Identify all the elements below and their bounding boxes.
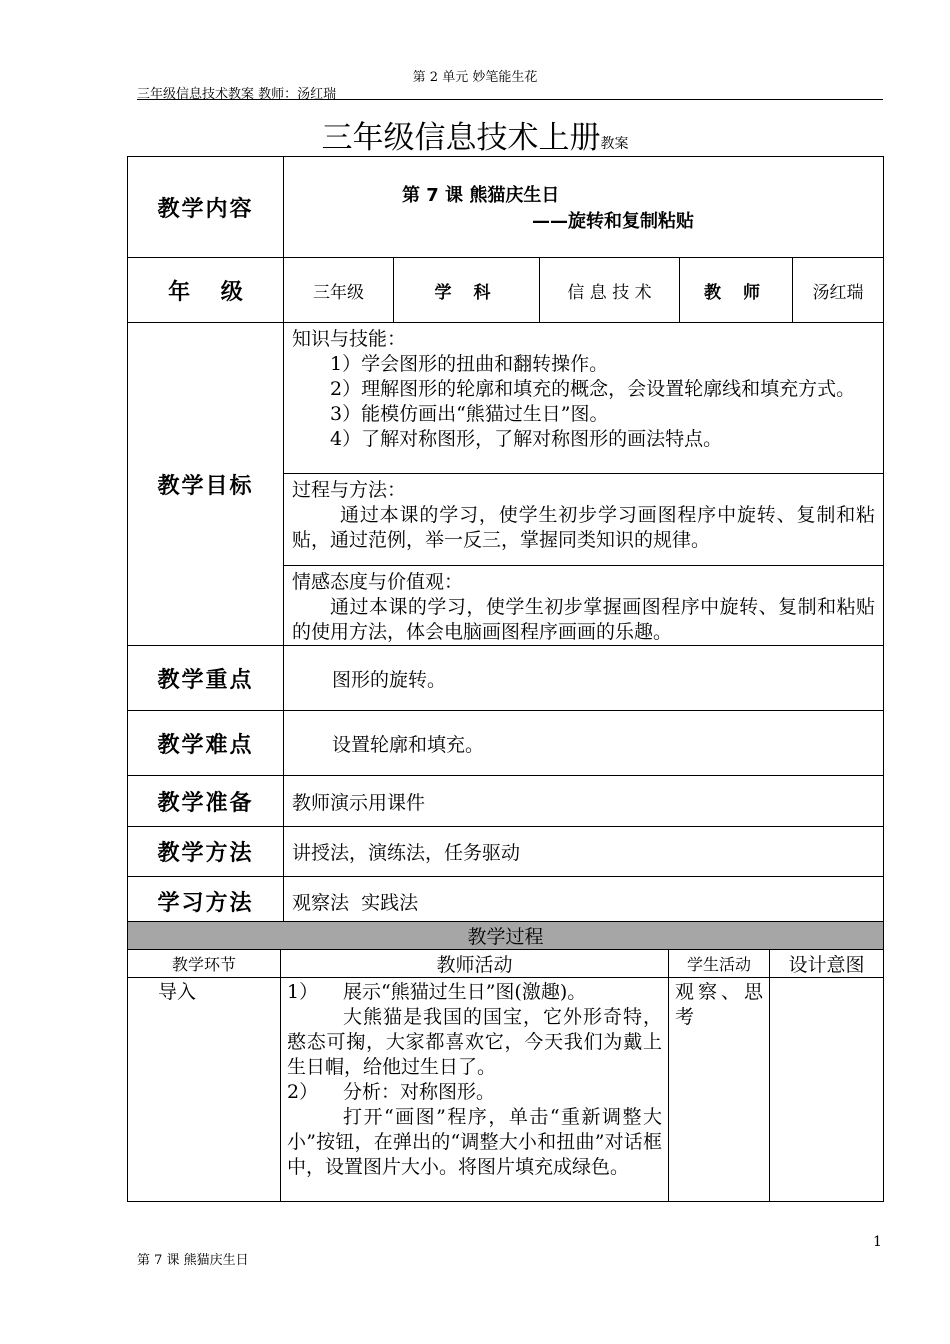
learning-label: 学习方法 (128, 877, 284, 927)
subject-value: 信 息 技 术 (540, 258, 680, 323)
teacher-step (287, 1080, 662, 1105)
knowledge-item: 3）能模仿画出“熊猫过生日”图。 (330, 403, 609, 425)
key-point-label: 教学重点 (128, 646, 284, 711)
footer-lesson: 第 7 课 熊猫庆生日 (137, 1253, 249, 1268)
design-intent-cell (770, 978, 884, 1202)
difficulty-value: 设置轮廓和填充。 (284, 711, 884, 776)
content-label: 教学内容 (128, 157, 284, 258)
lesson-title-line2: ——旋转和复制粘贴 (532, 211, 694, 232)
knowledge-item: 2）理解图形的轮廓和填充的概念，会设置轮廓线和填充方式。 (330, 378, 856, 400)
preparation-label: 教学准备 (128, 776, 284, 827)
emotion-heading: 情感态度与价值观： (292, 571, 464, 593)
process-table-title: 教学过程 (128, 922, 884, 950)
preparation-value: 教师演示用课件 (284, 776, 884, 827)
emotion-objectives (284, 566, 884, 646)
header-teacher-info: 三年级信息技术教案 教师：汤红瑞 (137, 87, 337, 102)
teacher-value: 汤红瑞 (793, 258, 884, 323)
teacher-paragraph: 大熊猫是我国的国宝，它外形奇特，憨态可掬，大家都喜欢它，今天我们为戴上生日帽，给他过生日了。 (287, 1006, 662, 1078)
step-text: 展示“熊猫过生日”图(激趣)。 (343, 981, 587, 1003)
knowledge-item: 1）学会图形的扭曲和翻转操作。 (330, 353, 609, 375)
process-objectives (284, 474, 884, 566)
title-suffix: 教案 (600, 136, 629, 152)
process-text: 通过本课的学习，使学生初步学习画图程序中旋转、复制和粘贴，通过范例，举一反三，掌握同类知识的规律。 (292, 504, 876, 551)
stage-cell: 导入 (128, 978, 281, 1202)
teaching-process-table (127, 921, 884, 1202)
page-number: 1 (873, 1234, 882, 1250)
objectives-label: 教学目标 (128, 323, 284, 646)
lesson-info-table (127, 156, 884, 927)
header-unit-title: 第 2 单元 妙笔能生花 (412, 70, 538, 85)
step-number: 2） (287, 1081, 319, 1103)
header-divider (137, 99, 883, 100)
document-title (0, 112, 950, 157)
method-label: 教学方法 (128, 827, 284, 877)
table-row (128, 978, 884, 1202)
learning-value: 观察法 实践法 (284, 877, 884, 927)
teacher-step (287, 980, 662, 1005)
emotion-text: 通过本课的学习，使学生初步掌握画图程序中旋转、复制和粘贴的使用方法，体会电脑画图程序画画的乐趣。 (292, 596, 876, 643)
process-heading: 过程与方法： (292, 479, 407, 501)
key-point-value: 图形的旋转。 (284, 646, 884, 711)
column-header-teacher: 教师活动 (281, 950, 669, 978)
teacher-paragraph: 打开“画图”程序，单击“重新调整大小”按钮，在弹出的“调整大小和扭曲”对话框中，设置图片大小。将图片填充成绿色。 (287, 1106, 662, 1178)
column-header-student: 学生活动 (669, 950, 770, 978)
method-value: 讲授法，演练法，任务驱动 (284, 827, 884, 877)
teacher-label: 教 师 (680, 258, 793, 323)
lesson-title-line1: 第 7 课 熊猫庆生日 (402, 185, 560, 206)
lesson-title-cell (284, 157, 884, 258)
grade-value: 三年级 (284, 258, 394, 323)
column-header-stage: 教学环节 (128, 950, 281, 978)
grade-label: 年 级 (128, 258, 284, 323)
knowledge-item: 4）了解对称图形，了解对称图形的画法特点。 (330, 428, 723, 450)
step-text: 分析：对称图形。 (343, 1081, 496, 1103)
title-main: 三年级信息技术上册 (321, 120, 601, 156)
difficulty-label: 教学难点 (128, 711, 284, 776)
subject-label: 学 科 (394, 258, 540, 323)
knowledge-objectives (284, 323, 884, 474)
student-activity-cell: 观察、思考 (669, 978, 770, 1202)
teacher-activity-cell (281, 978, 669, 1202)
knowledge-heading: 知识与技能： (292, 328, 407, 350)
column-header-intent: 设计意图 (770, 950, 884, 978)
step-number: 1） (287, 981, 319, 1003)
